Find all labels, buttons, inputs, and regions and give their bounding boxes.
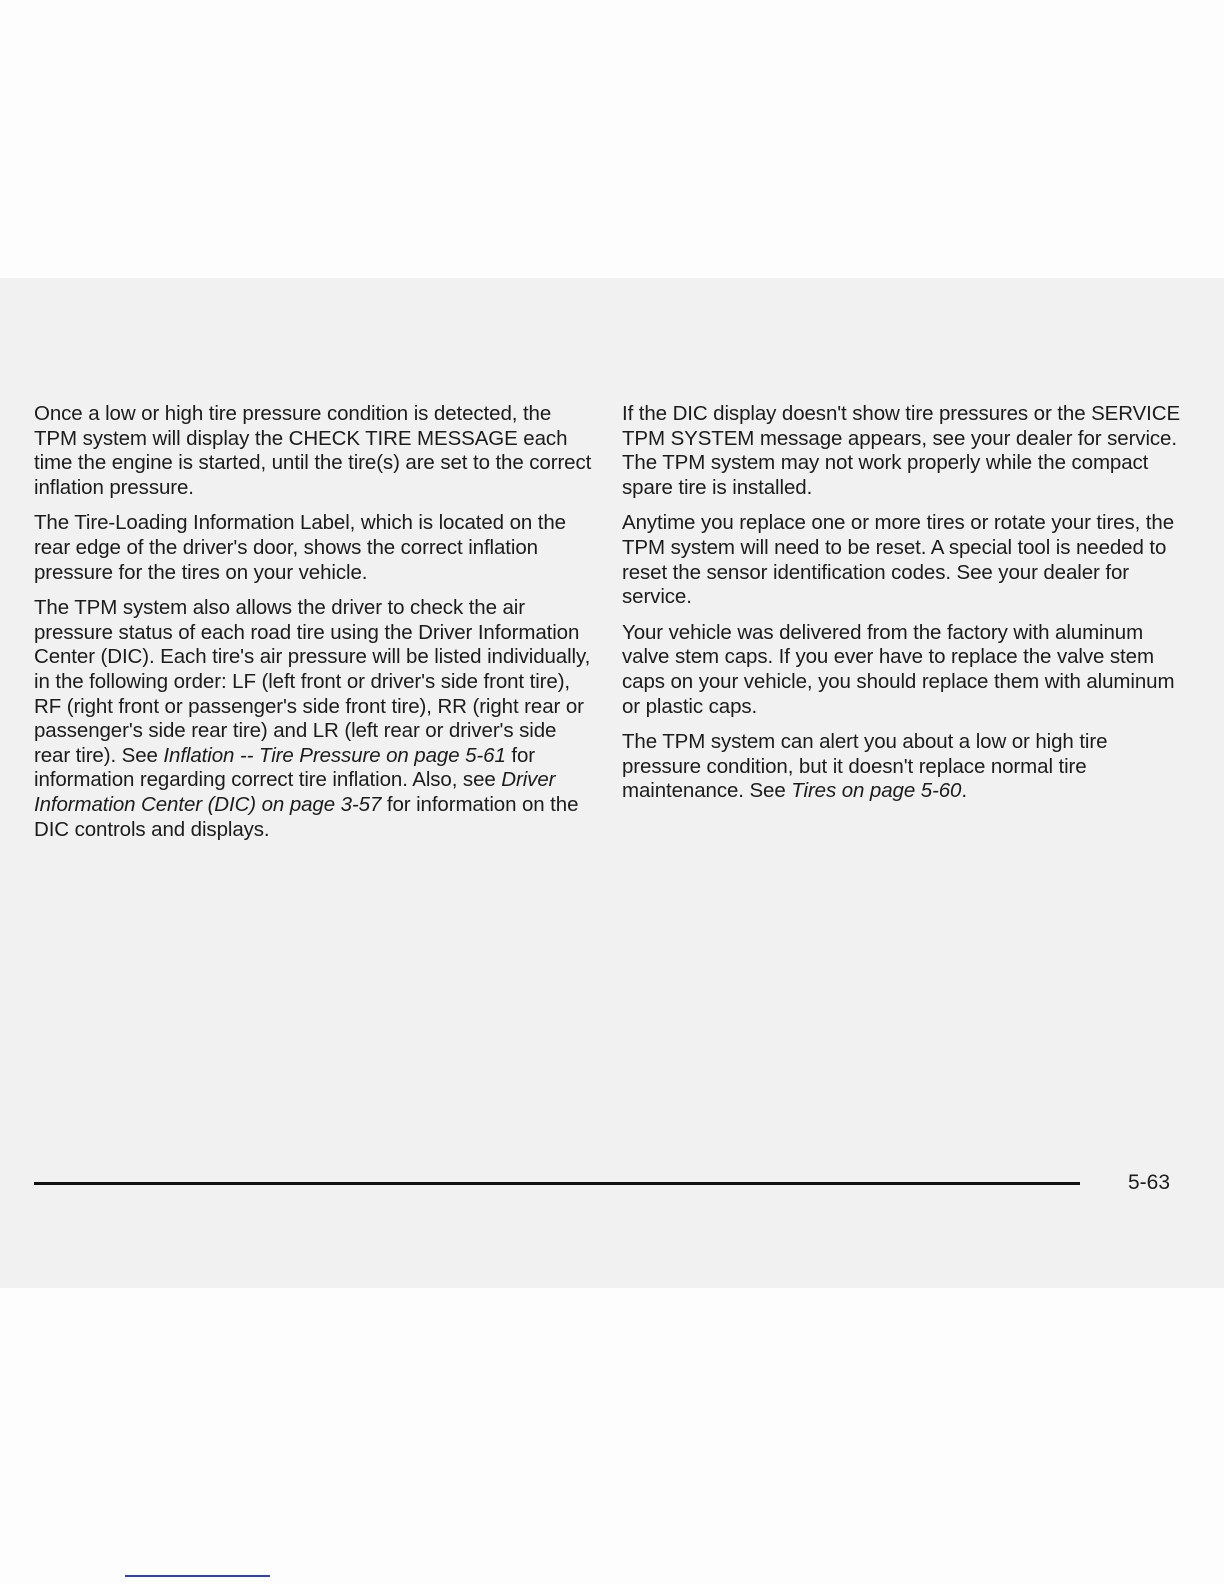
paragraph-text: The TPM system can alert you about a low or high tire pressure condition, but it doesn't replace normal tire maintenance. See [622, 730, 1108, 803]
bottom-link-underline [125, 1575, 270, 1577]
right-column [622, 402, 1182, 815]
footer-rule [34, 1182, 1080, 1185]
paragraph-valve-stem-caps: Your vehicle was delivered from the factory with aluminum valve stem caps. If you ever have to replace the valve stem caps on your vehicle, you should replace them with aluminum or plastic caps. [622, 620, 1175, 718]
paragraph-text: for information on the DIC controls and displays. [34, 792, 579, 841]
left-column [34, 402, 594, 853]
paragraph-text: . [961, 779, 967, 803]
link-tires[interactable]: Tires on page 5-60 [791, 779, 962, 803]
link-driver-information-center[interactable]: Driver Information Center (DIC) on page 3-57 [34, 768, 556, 816]
paragraph-check-tire-message: Once a low or high tire pressure condition is detected, the TPM system will display the CHECK TIRE MESSAGE each time the engine is started, until the tire(s) are set to the correct inflation pressure. [34, 402, 592, 499]
paragraph-dic-tire-pressure [34, 596, 594, 842]
paragraph-text: The TPM system also allows the driver to check the air pressure status of each road tire using the Driver Information Center (DIC). Each tire's air pressure will be listed individually, in the following order: LF (left front or driver's side front tire), RF (right front or passenger's side front tire), RR (right rear or passenger's side rear tire) and LR (left rear or driver's side rear tire). See [34, 596, 591, 767]
page-number: 5-63 [1128, 1171, 1171, 1194]
paragraph-tire-loading-label: The Tire-Loading Information Label, which is located on the rear edge of the driver's door, shows the correct inflation pressure for the tires on your vehicle. [34, 511, 566, 584]
paragraph-tpm-alert [622, 730, 1182, 804]
paragraph-service-tpm: If the DIC display doesn't show tire pressures or the SERVICE TPM SYSTEM message appears, see your dealer for service. The TPM system may not work properly while the compact spare tire is installed. [622, 402, 1181, 499]
paragraph-text: for information regarding correct tire inflation. Also, see [34, 743, 535, 792]
link-inflation-tire-pressure[interactable]: Inflation -- Tire Pressure on page 5-61 [163, 743, 506, 767]
paragraph-reset-tpm: Anytime you replace one or more tires or rotate your tires, the TPM system will need to be reset. A special tool is needed to reset the sensor identification codes. See your dealer for service. [622, 511, 1175, 609]
